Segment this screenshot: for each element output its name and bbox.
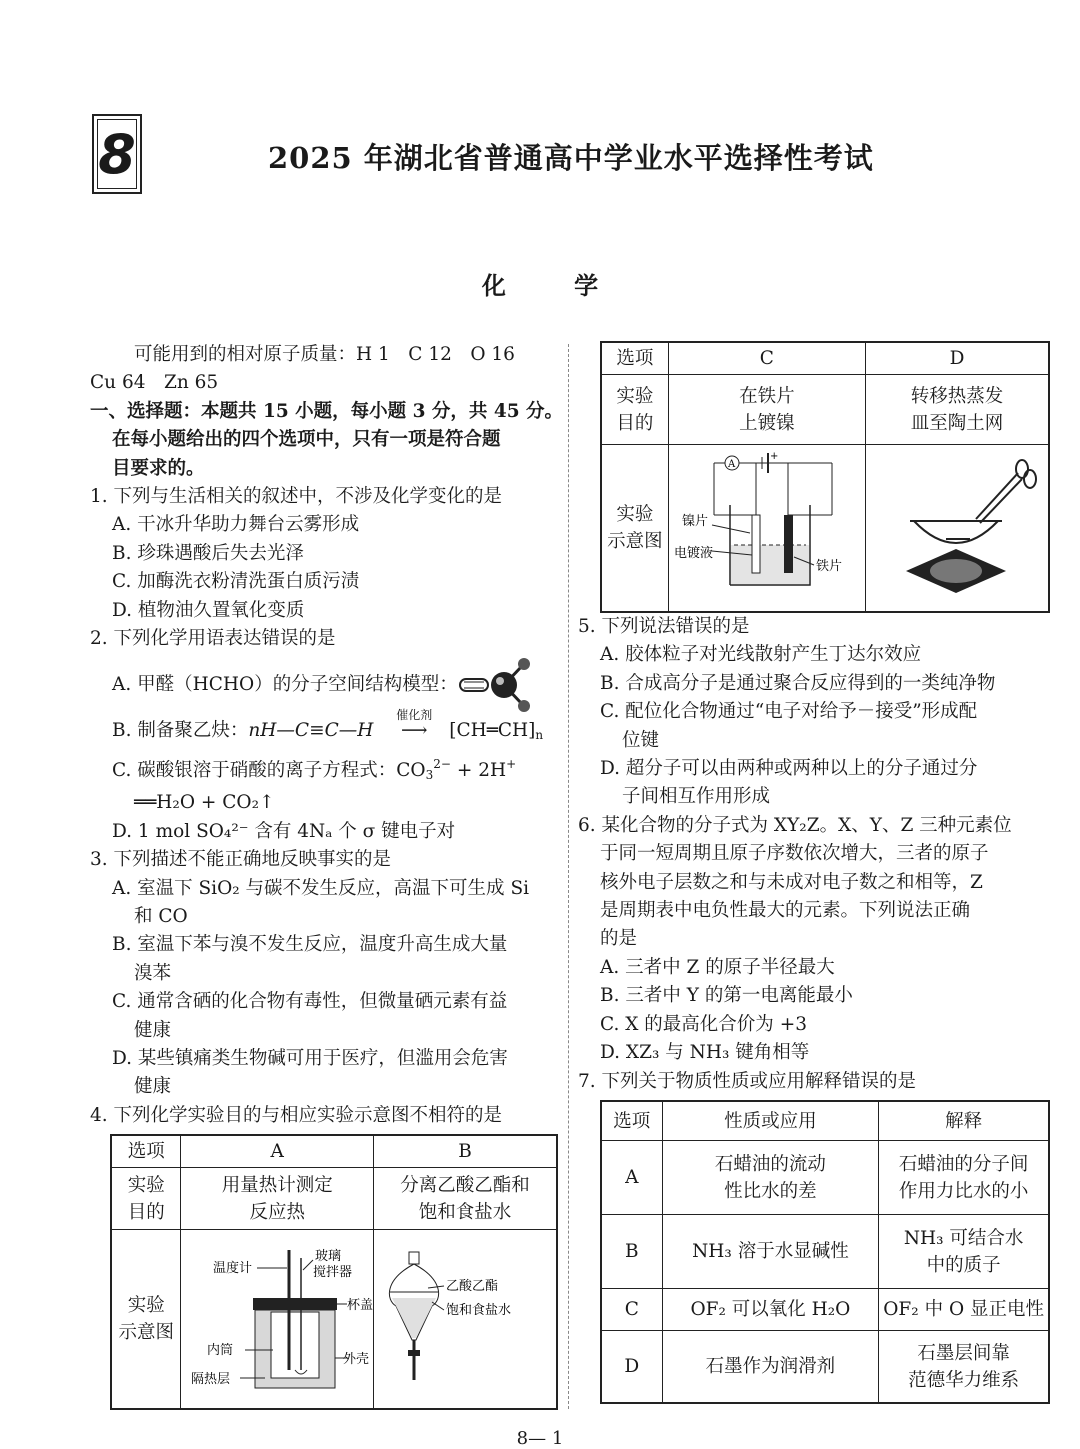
q4-d-diagram [866, 445, 1050, 613]
atomic-masses-cont: Cu 64 Zn 65 [90, 372, 219, 394]
q7-row-d-explanation [879, 1331, 1049, 1403]
q3-option-c: C. 通常含硒的化合物有毒性，但微量硒元素有益 [112, 991, 508, 1013]
q7-row-b-exp-2: 中的质子 [926, 1254, 1001, 1276]
q6-option-a: A. 三者中 Z 的原子半径最大 [600, 956, 835, 978]
q4-b-purpose-2: 饱和食盐水 [418, 1201, 512, 1223]
q7-stem: 7. 下列关于物质性质或应用解释错误的是 [578, 1070, 917, 1092]
q3-option-a: A. 室温下 SiO₂ 与碳不发生反应，高温下可生成 Si [112, 877, 530, 899]
q6-stem-2: 于同一短周期且原子序数依次增大，三者的原子 [600, 843, 989, 865]
q7-row-d-property: 石墨作为润滑剂 [662, 1331, 879, 1403]
q4-c-purpose-1: 在铁片 [739, 385, 795, 407]
q3-option-d-cont: 健康 [134, 1076, 172, 1098]
q1-option-b: B. 珍珠遇酸后失去光泽 [112, 542, 304, 564]
q2-option-b-prefix: B. 制备聚乙炔： [112, 720, 249, 742]
q4-b-purpose [374, 1168, 558, 1230]
evaporating-dish-diagram [866, 445, 1048, 603]
q4-a-purpose [181, 1168, 374, 1230]
q5-option-b: B. 合成高分子是通过聚合反应得到的一类纯净物 [600, 672, 996, 694]
q4-b-diagram [374, 1230, 558, 1410]
label-lid: 杯盖 [346, 1298, 373, 1314]
left-column [90, 341, 564, 1410]
exam-title: 2025 年湖北省普通高中学业水平选择性考试 [268, 141, 874, 175]
q3-option-d: D. 某些镇痛类生物碱可用于医疗，但滥用会危害 [112, 1047, 508, 1069]
q7-row-b-option: B [601, 1215, 662, 1289]
q2-option-c-sup: 2− [433, 756, 451, 771]
q4-header-d: D [866, 342, 1050, 375]
column-divider [568, 344, 569, 1409]
q4-c-diagram [668, 445, 865, 613]
q7-row-c-property: OF₂ 可以氧化 H₂O [662, 1289, 879, 1331]
label-iron: 铁片 [815, 559, 842, 574]
q4-diagram-label [111, 1230, 181, 1410]
right-column [578, 341, 1054, 1404]
reaction-arrow: 催化剂 ⟶ [379, 717, 449, 745]
q1-stem: 1. 下列与生活相关的叙述中，不涉及化学变化的是 [90, 486, 503, 508]
q4-a-diagram [181, 1230, 374, 1410]
q2-option-b-reactant: nH—C≡C—H [248, 720, 374, 742]
page-footer: 8— 1 [516, 1428, 564, 1449]
section-heading: 一、选择题：本题共 15 小题，每小题 3 分，共 45 分。 [90, 400, 564, 422]
q2-option-c [90, 750, 560, 789]
q4-purpose-label-2: 目的 [127, 1201, 165, 1223]
q7-row-a-property [662, 1141, 879, 1215]
separatory-funnel-diagram [374, 1230, 556, 1400]
q6-stem-3: 核外电子层数之和与未成对电子数之和相等，Z [600, 871, 983, 893]
q2-option-d: D. 1 mol SO₄²⁻ 含有 4Nₐ 个 σ 键电子对 [112, 820, 456, 842]
q5-option-a: A. 胶体粒子对光线散射产生丁达尔效应 [600, 644, 922, 666]
q4-diagram-label-2: 示意图 [118, 1322, 174, 1344]
q7-row-c-option: C [601, 1289, 662, 1331]
q4-d-purpose-1: 转移热蒸发 [910, 385, 1004, 407]
q4-purpose-label-right [601, 375, 668, 445]
label-plating-solution: 电镀液 [673, 546, 713, 561]
q3-stem: 3. 下列描述不能正确地反映事实的是 [90, 849, 392, 871]
q6-option-c: C. X 的最高化合价为 +3 [600, 1013, 807, 1035]
label-insulation: 隔热层 [190, 1372, 230, 1388]
formaldehyde-model-icon [458, 654, 548, 716]
q7-row-b-explanation [879, 1215, 1049, 1289]
label-nickel: 镍片 [681, 514, 708, 529]
q4-purpose-label-right-2: 目的 [616, 412, 654, 434]
q3-option-b: B. 室温下苯与溴不发生反应，温度升高生成大量 [112, 934, 508, 956]
q2-option-c-text: C. 碳酸银溶于硝酸的离子方程式：CO [112, 759, 426, 781]
q4-purpose-label-1: 实验 [127, 1174, 165, 1196]
q7-row-d-option: D [601, 1331, 662, 1403]
q4-header-option-2: 选项 [601, 342, 668, 375]
q5-option-c: C. 配位化合物通过“电子对给予－接受”形成配 [600, 701, 978, 723]
q4-d-purpose [866, 375, 1050, 445]
q4-a-purpose-1: 用量热计测定 [221, 1174, 333, 1196]
q4-d-purpose-2: 皿至陶土网 [910, 412, 1004, 434]
q7-header-option: 选项 [601, 1101, 662, 1141]
q4-c-purpose [668, 375, 865, 445]
q3-option-c-cont: 健康 [134, 1019, 172, 1041]
ammeter-label: A [727, 459, 736, 470]
q3-option-b-cont: 溴苯 [134, 962, 172, 984]
q5-option-d: D. 超分子可以由两种或两种以上的分子通过分 [600, 758, 978, 780]
q5-option-d-cont: 子间相互作用形成 [622, 786, 771, 808]
q7-row-a-explanation [879, 1141, 1049, 1215]
q3-option-a-cont: 和 CO [134, 905, 188, 927]
label-glass: 玻璃 [314, 1249, 341, 1265]
label-stirrer: 搅拌器 [312, 1265, 352, 1281]
q4-header-b: B [374, 1135, 558, 1168]
q4-header-option: 选项 [111, 1135, 181, 1168]
q5-stem: 5. 下列说法错误的是 [578, 616, 750, 637]
q4-table-ab [110, 1134, 558, 1410]
q4-header-a: A [181, 1135, 374, 1168]
q4-c-purpose-2: 上镀镍 [739, 412, 795, 434]
q7-row-a-exp-1: 石蜡油的分子间 [898, 1153, 1029, 1175]
q1-option-d: D. 植物油久置氧化变质 [112, 599, 305, 621]
q2-option-c-rest: + 2H [450, 759, 507, 781]
q4-purpose-label [111, 1168, 181, 1230]
label-shell: 外壳 [342, 1352, 369, 1368]
q1-option-a: A. 干冰升华助力舞台云雾形成 [112, 514, 360, 536]
q7-row-a-property-2: 性比水的差 [724, 1180, 817, 1202]
page-number: 8 [97, 119, 137, 189]
section-instruction: 在每小题给出的四个选项中，只有一项是符合题 [112, 429, 501, 451]
q7-header-explanation: 解释 [879, 1101, 1049, 1141]
q7-row-c-explanation: OF₂ 中 O 显正电性 [879, 1289, 1049, 1331]
q6-option-d: D. XZ₃ 与 NH₃ 键角相等 [600, 1042, 810, 1064]
q7-row-d-exp-2: 范德华力维系 [908, 1369, 1020, 1391]
q7-row-a-option: A [601, 1141, 662, 1215]
q5-option-c-cont: 位键 [622, 729, 660, 751]
q6-stem-5: 的是 [600, 928, 638, 950]
q6-stem: 6. 某化合物的分子式为 XY₂Z。X、Y、Z 三种元素位 [578, 814, 1012, 836]
label-inner: 内筒 [206, 1343, 233, 1359]
q2-option-b-n: n [535, 728, 544, 743]
q7-row-b-exp-1: NH₃ 可结合水 [903, 1227, 1024, 1249]
electroplating-diagram [672, 445, 862, 603]
q2-stem: 2. 下列化学用语表达错误的是 [90, 628, 336, 650]
svg-text:+: + [769, 451, 779, 462]
q2-option-a [90, 653, 560, 717]
q4-purpose-label-right-1: 实验 [616, 385, 654, 407]
q2-option-c-plus: + [506, 756, 517, 771]
q4-stem: 4. 下列化学实验目的与相应实验示意图不相符的是 [90, 1104, 503, 1126]
q4-header-c: C [668, 342, 865, 375]
page-number-box [92, 114, 142, 194]
q7-row-b-property: NH₃ 溶于水显碱性 [662, 1215, 879, 1289]
q7-row-d-exp-1: 石墨层间靠 [917, 1342, 1010, 1364]
q7-table [600, 1100, 1050, 1404]
subject-title: 化 学 [481, 271, 629, 300]
q1-option-c: C. 加酶洗衣粉清洗蛋白质污渍 [112, 571, 360, 593]
q2-option-c-cont: ══H₂O + CO₂↑ [134, 792, 275, 814]
label-ethyl-acetate: 乙酸乙酯 [446, 1279, 499, 1295]
q6-stem-4: 是周期表中电负性最大的元素。下列说法正确 [600, 900, 971, 922]
q4-diagram-label-right [601, 445, 668, 613]
q4-a-purpose-2: 反应热 [249, 1201, 305, 1223]
label-thermometer: 温度计 [212, 1261, 252, 1277]
q2-option-b [90, 708, 560, 749]
q4-diagram-label-right-1: 实验 [616, 504, 654, 525]
q4-b-purpose-1: 分离乙酸乙酯和 [400, 1174, 530, 1196]
q4-diagram-label-right-2: 示意图 [607, 531, 663, 552]
q7-row-a-property-1: 石蜡油的流动 [714, 1153, 826, 1175]
section-instruction-cont: 目要求的。 [112, 457, 205, 479]
q2-option-a-text: A. 甲醛（HCHO）的分子空间结构模型： [112, 674, 458, 696]
q4-table-cd [600, 341, 1050, 613]
calorimeter-diagram [185, 1230, 373, 1400]
atomic-masses: 可能用到的相对原子质量：H 1 C 12 O 16 [134, 344, 515, 365]
q4-diagram-label-1: 实验 [127, 1295, 165, 1317]
q2-option-c-sub: 3 [425, 767, 434, 782]
label-brine: 饱和食盐水 [446, 1303, 512, 1319]
q7-row-a-exp-2: 作用力比水的小 [898, 1180, 1029, 1202]
q7-header-property: 性质或应用 [662, 1101, 879, 1141]
catalyst-label: 催化剂 [396, 708, 433, 723]
q2-option-b-product: [CH═CH] [449, 720, 536, 742]
q6-option-b: B. 三者中 Y 的第一电离能最小 [600, 985, 853, 1007]
